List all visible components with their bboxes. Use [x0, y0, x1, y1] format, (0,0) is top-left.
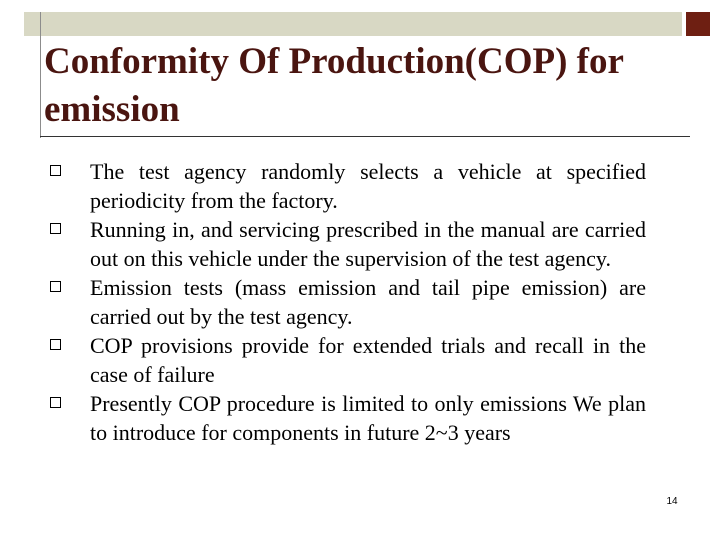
- hollow-square-bullet-icon: [50, 397, 61, 408]
- bullet-item: [50, 331, 646, 389]
- bullet-text: Emission tests (mass emission and tail pipe emission) are carried out by the test agency.: [90, 275, 646, 329]
- header-decorative-bar: [24, 12, 682, 36]
- hollow-square-bullet-icon: [50, 339, 61, 350]
- hollow-square-bullet-icon: [50, 281, 61, 292]
- bullet-list: [50, 157, 646, 447]
- page-number: 14: [666, 496, 678, 507]
- bullet-text: Running in, and servicing prescribed in the manual are carried out on this vehicle under the supervision of the test agency.: [90, 217, 646, 271]
- bullet-text: COP provisions provide for extended trials and recall in the case of failure: [90, 333, 646, 387]
- bullet-item: [50, 215, 646, 273]
- bullet-item: [50, 157, 646, 215]
- bullet-item: [50, 389, 646, 447]
- hollow-square-bullet-icon: [50, 165, 61, 176]
- bullet-item: [50, 273, 646, 331]
- title-underline-rule: [40, 136, 690, 137]
- slide-title: Conformity Of Production(COP) for emission: [44, 41, 624, 130]
- header-accent-square: [686, 12, 710, 36]
- hollow-square-bullet-icon: [50, 223, 61, 234]
- bullet-text: Presently COP procedure is limited to only emissions We plan to introduce for components in future 2~3 years: [90, 391, 646, 445]
- bullet-text: The test agency randomly selects a vehicle at specified periodicity from the factory.: [90, 159, 646, 213]
- title-vertical-rule: [40, 12, 41, 138]
